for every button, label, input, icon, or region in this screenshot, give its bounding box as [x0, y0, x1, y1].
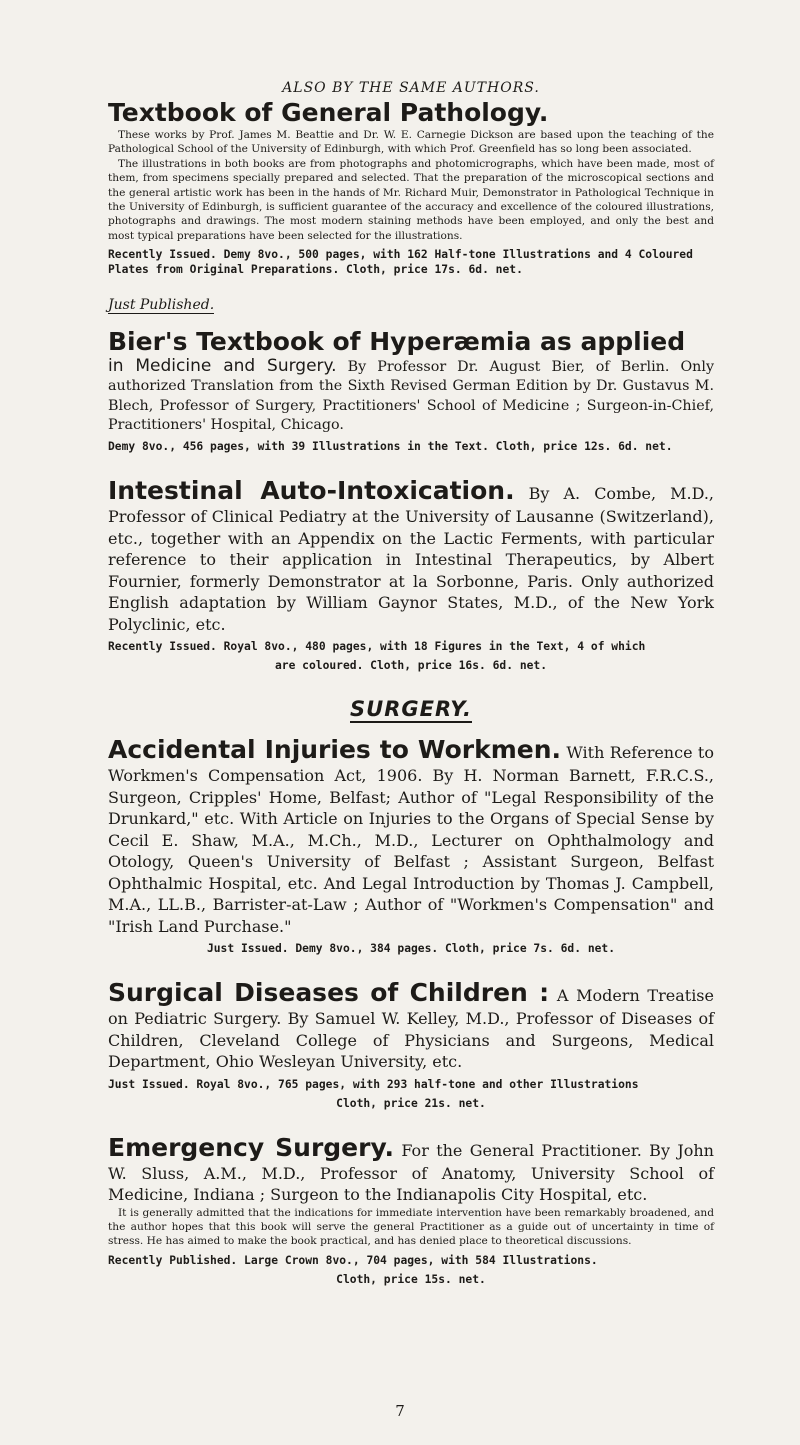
- book-title: Intestinal Auto-Intoxication.: [108, 476, 515, 506]
- book-description: [108, 1133, 714, 1206]
- book-description: [108, 735, 714, 937]
- book-note: [108, 1206, 714, 1249]
- book-description: [108, 357, 714, 435]
- book-title: Textbook of General Pathology.: [108, 98, 549, 127]
- description-text: By A. Combe, M.D., Professor of Clinical Pediatry at the University of Lausanne (Switzerland), etc., together with an Appendix on the Lactic Ferments, with particular reference to their application in Intestinal Therapeutics, by Albert Fournier, formerly Demonstrator at la Sorbonne, Paris. Only authorized English adaptation by William Gaynor States, M.D., of the New York Polyclinic, etc.: [108, 484, 714, 634]
- page-number: 7: [395, 1402, 405, 1420]
- description-text: A Modern Treatise on Pediatric Surgery. By Samuel W. Kelley, M.D., Professor of Diseases of Children, Cleveland College of Physicians and Surgeons, Medical Department, Ohio Wesleyan University, etc.: [108, 986, 714, 1072]
- section-header-label: SURGERY.: [350, 697, 472, 722]
- book-entry-hyperaemia: [108, 327, 714, 454]
- description-text: For the General Practitioner. By John W. Sluss, A.M., M.D., Professor of Anatomy, University School of Medicine, Indiana ; Surgeon to the Indianapolis City Hospital, etc.: [108, 1140, 714, 1205]
- publication-details-cont: Cloth, price 21s. net.: [336, 1096, 486, 1110]
- description-text: By Professor Dr. August Bier, of Berlin. Only authorized Translation from the Sixth Revised German Edition by Dr. Gustavus M. Blech, Professor of Surgery, Practitioners' School of Medicine ; Surgeon-in-Chief, Practitioners' Hospital, Chicago.: [108, 359, 715, 433]
- publication-details: Recently Issued. Royal 8vo., 480 pages, with 18 Figures in the Text, 4 of which: [108, 640, 646, 654]
- book-description: [108, 978, 714, 1073]
- book-entry-auto-intoxication: [108, 476, 714, 673]
- publication-details: Recently Published. Large Crown 8vo., 704 pages, with 584 Illustrations.: [108, 1253, 598, 1267]
- just-published-label: Just Published.: [108, 297, 215, 314]
- description-paragraph: The illustrations in both books are from photographs and photomicrographs, which have been made, most of them, from specimens specially prepared and selected. That the preparation of the microscopical sections and the general artistic work has been in the hands of Mr. Richard Muir, Demonstrator in Pathological Technique in the University of Edinburgh, is sufficient guarantee of the accuracy and excellence of the coloured illustrations, photographs and drawings. The most modern staining methods have been employed, and only the best and most typical preparations have been selected for the illustrations.: [108, 157, 714, 242]
- book-entry-general-pathology: [108, 98, 714, 277]
- book-title: Surgical Diseases of Children :: [108, 978, 550, 1008]
- just-published-heading: [108, 297, 714, 313]
- book-description: [108, 128, 714, 243]
- section-header: [108, 697, 714, 721]
- publication-details: Demy 8vo., 456 pages, with 39 Illustrations in the Text. Cloth, price 12s. 6d. net.: [108, 440, 673, 454]
- book-title: Emergency Surgery.: [108, 1132, 394, 1162]
- publication-details: Just Issued. Royal 8vo., 765 pages, with 293 half-tone and other Illustrations: [108, 1077, 639, 1091]
- book-title: Bier's Textbook of Hyperæmia as applied: [108, 327, 686, 357]
- running-head: ALSO BY THE SAME AUTHORS.: [282, 80, 540, 96]
- publication-details-cont: Cloth, price 15s. net.: [336, 1272, 486, 1286]
- publication-details: Recently Issued. Demy 8vo., 500 pages, with 162 Half-tone Illustrations and 4 Coloured Plates from Original Preparations. Cloth, price 17s. 6d. net.: [108, 248, 693, 277]
- book-title: Accidental Injuries to Workmen.: [108, 735, 562, 765]
- description-paragraph: These works by Prof. James M. Beattie and Dr. W. E. Carnegie Dickson are based upon the teaching of the Pathological School of the University of Edinburgh, with which Prof. Greenfield has so long been associated.: [108, 129, 714, 156]
- book-subtitle: in Medicine and Surgery.: [108, 356, 337, 377]
- book-entry-surgical-diseases-children: [108, 978, 714, 1111]
- note-paragraph: It is generally admitted that the indications for immediate intervention have been remarkably broadened, and the author hopes that this book will serve the general Practitioner as a guide out of uncertainty in time of stress. He has aimed to make the book practical, and has denied place to theoretical discussions.: [108, 1206, 714, 1248]
- book-entry-accidental-injuries: [108, 735, 714, 956]
- publication-details-cont: are coloured. Cloth, price 16s. 6d. net.: [274, 659, 548, 673]
- description-text: With Reference to Workmen's Compensation Act, 1906. By H. Norman Barnett, F.R.C.S., Surgeon, Cripples' Home, Belfast; Author of "Legal Responsibility of the Drunkard," etc. With Article on Injuries to the Organs of Special Sense by Cecil E. Shaw, M.A., M.Ch., M.D., Lecturer on Ophthalmology and Otology, Queen's University of Belfast ; Assistant Surgeon, Belfast Ophthalmic Hospital, etc. And Legal Introduction by Thomas J. Campbell, M.A., LL.B., Barrister-at-Law ; Author of "Workmen's Compensation" and "Irish Land Purchase.": [108, 743, 714, 936]
- publication-details: Just Issued. Demy 8vo., 384 pages. Cloth, price 7s. 6d. net.: [206, 942, 616, 956]
- book-description: [108, 476, 714, 635]
- book-entry-emergency-surgery: [108, 1133, 714, 1287]
